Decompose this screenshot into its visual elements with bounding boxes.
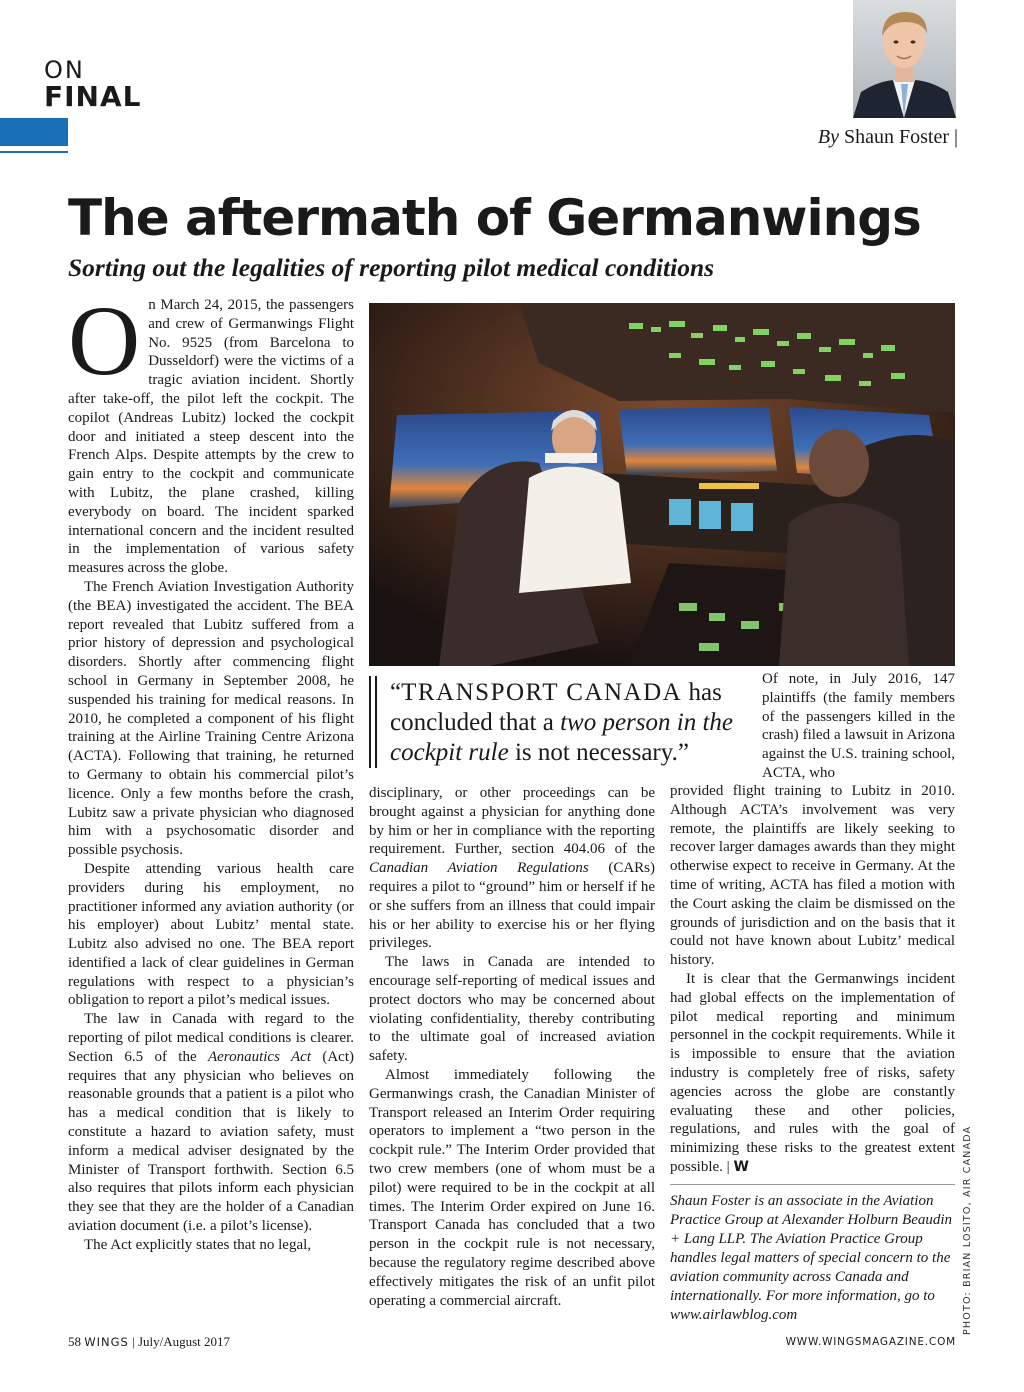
paragraph-1 [68, 285, 354, 578]
paragraph-6-text-a: disciplinary, or other proceedings can be brought against a physician for anything done by him or her in compliance with the reporting requirement. Further, section 404.06 of the [369, 785, 655, 858]
byline-prefix: By [817, 126, 839, 148]
paragraph-10-text: It is clear that the Germanwings incident had global effects on the implementation of pilot medical reporting and minimum personnel in the cockpit requirements. While it is impossible to ensure that the aviation industry is completely free of risks, safety agencies across the globe are constantly evaluating these and other policies, regulations, and rules with the goal of minimizing these risks to the greatest extent possible. [670, 970, 955, 1175]
photo-credit [962, 1125, 982, 1335]
pull-quote-rule [369, 676, 371, 768]
paragraph-4-text-b: (Act) requires that any physician who believes on reasonable grounds that a patient is a pilot who has a medical condition that is likely to constitute a hazard to aviation safety, must inform a medical adviser designated by the Minister of Transport forthwith. Section 6.5 also requires that pilots inform each physician they see that they are the holder of a Canadian aviation document (i.e. a pilot’s license). [68, 1048, 354, 1235]
photo-credit-text: PHOTO: BRIAN LOSITO, AIR CANADA [962, 1125, 973, 1335]
page-number: 58 [68, 1334, 81, 1349]
article-deck: Sorting out the legalities of reporting pilot medical conditions [68, 253, 715, 282]
author-headshot-illustration [853, 0, 956, 118]
pull-quote-emphasis: two person in the cockpit rule [390, 709, 733, 766]
article-headline: The aftermath of Germanwings [68, 189, 921, 247]
footer-website[interactable]: WWW.WINGSMAGAZINE.COM [785, 1336, 956, 1348]
article-column-3 [670, 782, 955, 1177]
pull-quote [390, 678, 755, 768]
paragraph-9: provided flight training to Lubitz in 2010. Although ACTA’s involvement was very remote, the plaintiffs are likely seeking to recover larger damages awards than they might otherwise expect to receive in Germany. At the time of writing, ACTA has filed a motion with the Court asking the claim be dismissed on the grounds of jurisdiction and on the basis that it could not have known about Lubitz’ medical history. [670, 783, 955, 969]
paragraph-3: Despite attending various health care providers during his employment, no practitioner informed any aviation authority (or his employer) about Lubitz’ mental state. Lubitz also advised no one. The BEA report identified a lack of clear guidelines in German regulations with respect to a physician’s obligation to report a pilot’s medical issues. [68, 860, 354, 1009]
paragraph-5: The Act explicitly states that no legal, [84, 1236, 312, 1253]
author-headshot [853, 0, 956, 118]
end-mark: W [733, 1158, 749, 1175]
bio-divider [670, 1184, 955, 1185]
cockpit-photo [369, 303, 955, 666]
paragraph-6-regs-title: Canadian Aviation Regulations [369, 860, 589, 877]
section-accent-line [0, 151, 68, 153]
drop-cap: O [68, 285, 141, 396]
footer-folio [68, 1334, 230, 1350]
section-accent-bar [0, 118, 68, 146]
paragraph-4-act-title: Aeronautics Act [207, 1048, 311, 1065]
section-label-top: ON [44, 56, 85, 84]
byline-separator: | [953, 126, 958, 148]
pull-quote-text-a: has concluded that a [390, 679, 722, 736]
section-label-bottom: FINAL [44, 80, 142, 113]
pull-quote-rule-inner [375, 676, 377, 768]
pull-quote-text-b: is not necessary.” [508, 739, 689, 766]
paragraph-8: Almost immediately following the Germanwings crash, the Canadian Minister of Transport released an Interim Order requiring operators to implement a “two person in the cockpit rule.” The Interim Order provided that two crew members (one of whom must be a pilot) were required to be in the cockpit at all times. The Interim Order expired on June 16. Transport Canada has concluded that a two person in the cockpit rule is not necessary, because the regulatory regime described above effectively mitigates the risk of an unfit pilot operating a commercial aircraft. [369, 1066, 655, 1309]
paragraph-2: The French Aviation Investigation Authority (the BEA) investigated the accident. The BEA report revealed that Lubitz suffered from a prior history of depression and psychological disorders. Shortly after commencing flight school in Germany in September 2008, he suspended his training for medical reasons. In 2010, he completed a component of his flight training at the Airline Training Centre Arizona (ACTA). Following that training, he returned to Germany to obtain his commercial pilot’s licence. Only a few months before the crash, Lubitz saw a private physician who diagnosed him with a psychosomatic disorder and possible psychosis. [68, 578, 354, 859]
byline-author: Shaun Foster [843, 126, 949, 148]
end-mark-separator: | [726, 1158, 730, 1175]
paragraph-6-text-b: (CARs) requires a pilot to “ground” him or herself if he or she suffers from an illness that could impair his or her ability to exercise his or her flying privileges. [369, 860, 655, 952]
article-column-1 [68, 285, 354, 1255]
byline [818, 126, 958, 149]
article-column-2 [369, 784, 655, 1310]
paragraph-1-text: n March 24, 2015, the passengers and crew of Germanwings Flight No. 9525 (from Barcelona to Dusseldorf) were the victims of a tragic aviation incident. Shortly after take-off, the pilot left the cockpit. The copilot (Andreas Lubitz) locked the cockpit door and initiated a steep descent into the French Alps. Despite attempts by the crew to gain entry to the cockpit and communicate with Lubitz, the plane crashed, killing everybody on board. The incident sparked international concern and the incident resulted in the implementation of various safety measures across the globe. [68, 297, 354, 577]
author-bio: Shaun Foster is an associate in the Aviation Practice Group at Alexander Holburn Beaudin + Lang LLP. The Aviation Practice Group handles legal matters of special concern to the aviation community across Canada and internationally. For more information, go to www.airlawblog.com [670, 1193, 953, 1323]
paragraph-4-text-a: The law in Canada with regard to the reporting of pilot medical conditions is clearer. Section 6.5 of the [68, 1011, 354, 1065]
issue-date: July/August 2017 [137, 1334, 231, 1349]
cockpit-photo-illustration [369, 303, 955, 666]
pull-quote-smallcaps: TRANSPORT CANADA [401, 679, 683, 706]
pull-quote-open: “ [390, 679, 402, 706]
magazine-name: WINGS [84, 1335, 129, 1349]
paragraph-6 [369, 784, 655, 953]
paragraph-7: The laws in Canada are intended to encourage self-reporting of medical issues and protect doctors who may be concerned about violating confidentiality, thereby contributing to the ultimate goal of increased aviation safety. [369, 954, 655, 1065]
footer-separator: | [132, 1334, 135, 1349]
article-column-3-lead: Of note, in July 2016, 147 plaintiffs (the family members of the passengers killed in the crash) filed a lawsuit in Arizona against the U.S. training school, ACTA, who [762, 671, 955, 781]
paragraph-10 [670, 970, 955, 1177]
paragraph-4 [68, 1010, 354, 1236]
